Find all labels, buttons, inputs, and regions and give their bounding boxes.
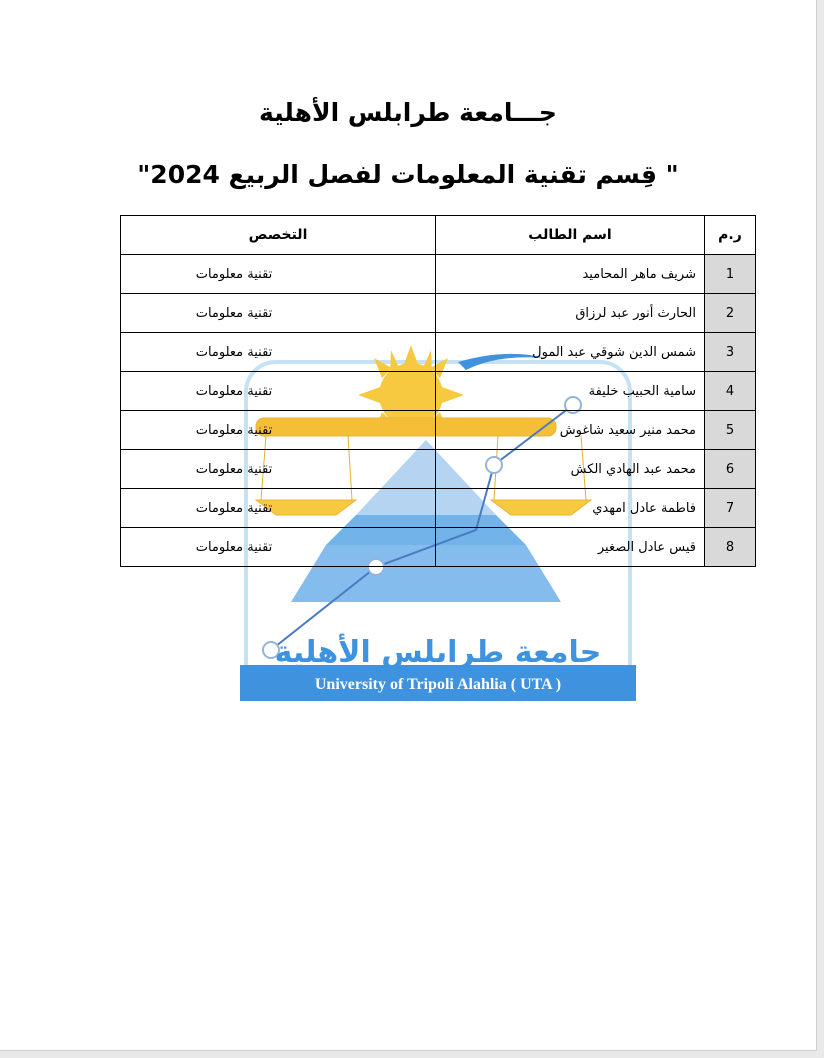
student-name: الحارث أنور عبد لرزاق [436, 294, 705, 333]
row-number: 6 [705, 450, 756, 489]
table-row [121, 489, 756, 528]
table-row [121, 528, 756, 567]
row-number: 4 [705, 372, 756, 411]
student-major: تقنية معلومات [195, 539, 273, 555]
row-number: 3 [705, 333, 756, 372]
logo-name-english: University of Tripoli Alahlia ( UTA ) [314, 676, 562, 693]
row-number: 1 [705, 255, 756, 294]
row-number: 8 [705, 528, 756, 567]
header-number: ر.م [705, 216, 756, 255]
table-row [121, 411, 756, 450]
student-major: تقنية معلومات [195, 305, 273, 321]
table-row [121, 255, 756, 294]
student-major: تقنية معلومات [195, 422, 273, 438]
row-number: 5 [705, 411, 756, 450]
student-name: شمس الدين شوقي عبد المول [436, 333, 705, 372]
table-row [121, 450, 756, 489]
student-name: محمد منير سعيد شاغوش [436, 411, 705, 450]
student-name: قيس عادل الصغير [436, 528, 705, 567]
table-row [121, 294, 756, 333]
student-table [120, 215, 756, 567]
student-name: سامية الحبيب خليفة [436, 372, 705, 411]
row-number: 7 [705, 489, 756, 528]
table-row [121, 333, 756, 372]
student-name: محمد عبد الهادي الكش [436, 450, 705, 489]
student-major: تقنية معلومات [195, 500, 273, 516]
table-row [121, 372, 756, 411]
logo-name-arabic: جامعة طرابلس الأهلية [274, 635, 602, 670]
student-major: تقنية معلومات [195, 344, 273, 360]
student-name: شريف ماهر المحاميد [436, 255, 705, 294]
student-name: فاطمة عادل امهدي [436, 489, 705, 528]
header-major: التخصص [121, 216, 436, 255]
page-subtitle: " قِسم تقنية المعلومات لفصل الربيع 2024" [137, 160, 679, 189]
student-major: تقنية معلومات [195, 461, 273, 477]
header-student-name: اسم الطالب [436, 216, 705, 255]
student-major: تقنية معلومات [195, 266, 273, 282]
page-title: جـــامعة طرابلس الأهلية [259, 98, 557, 127]
table-header-row [121, 216, 756, 255]
student-major: تقنية معلومات [195, 383, 273, 399]
row-number: 2 [705, 294, 756, 333]
